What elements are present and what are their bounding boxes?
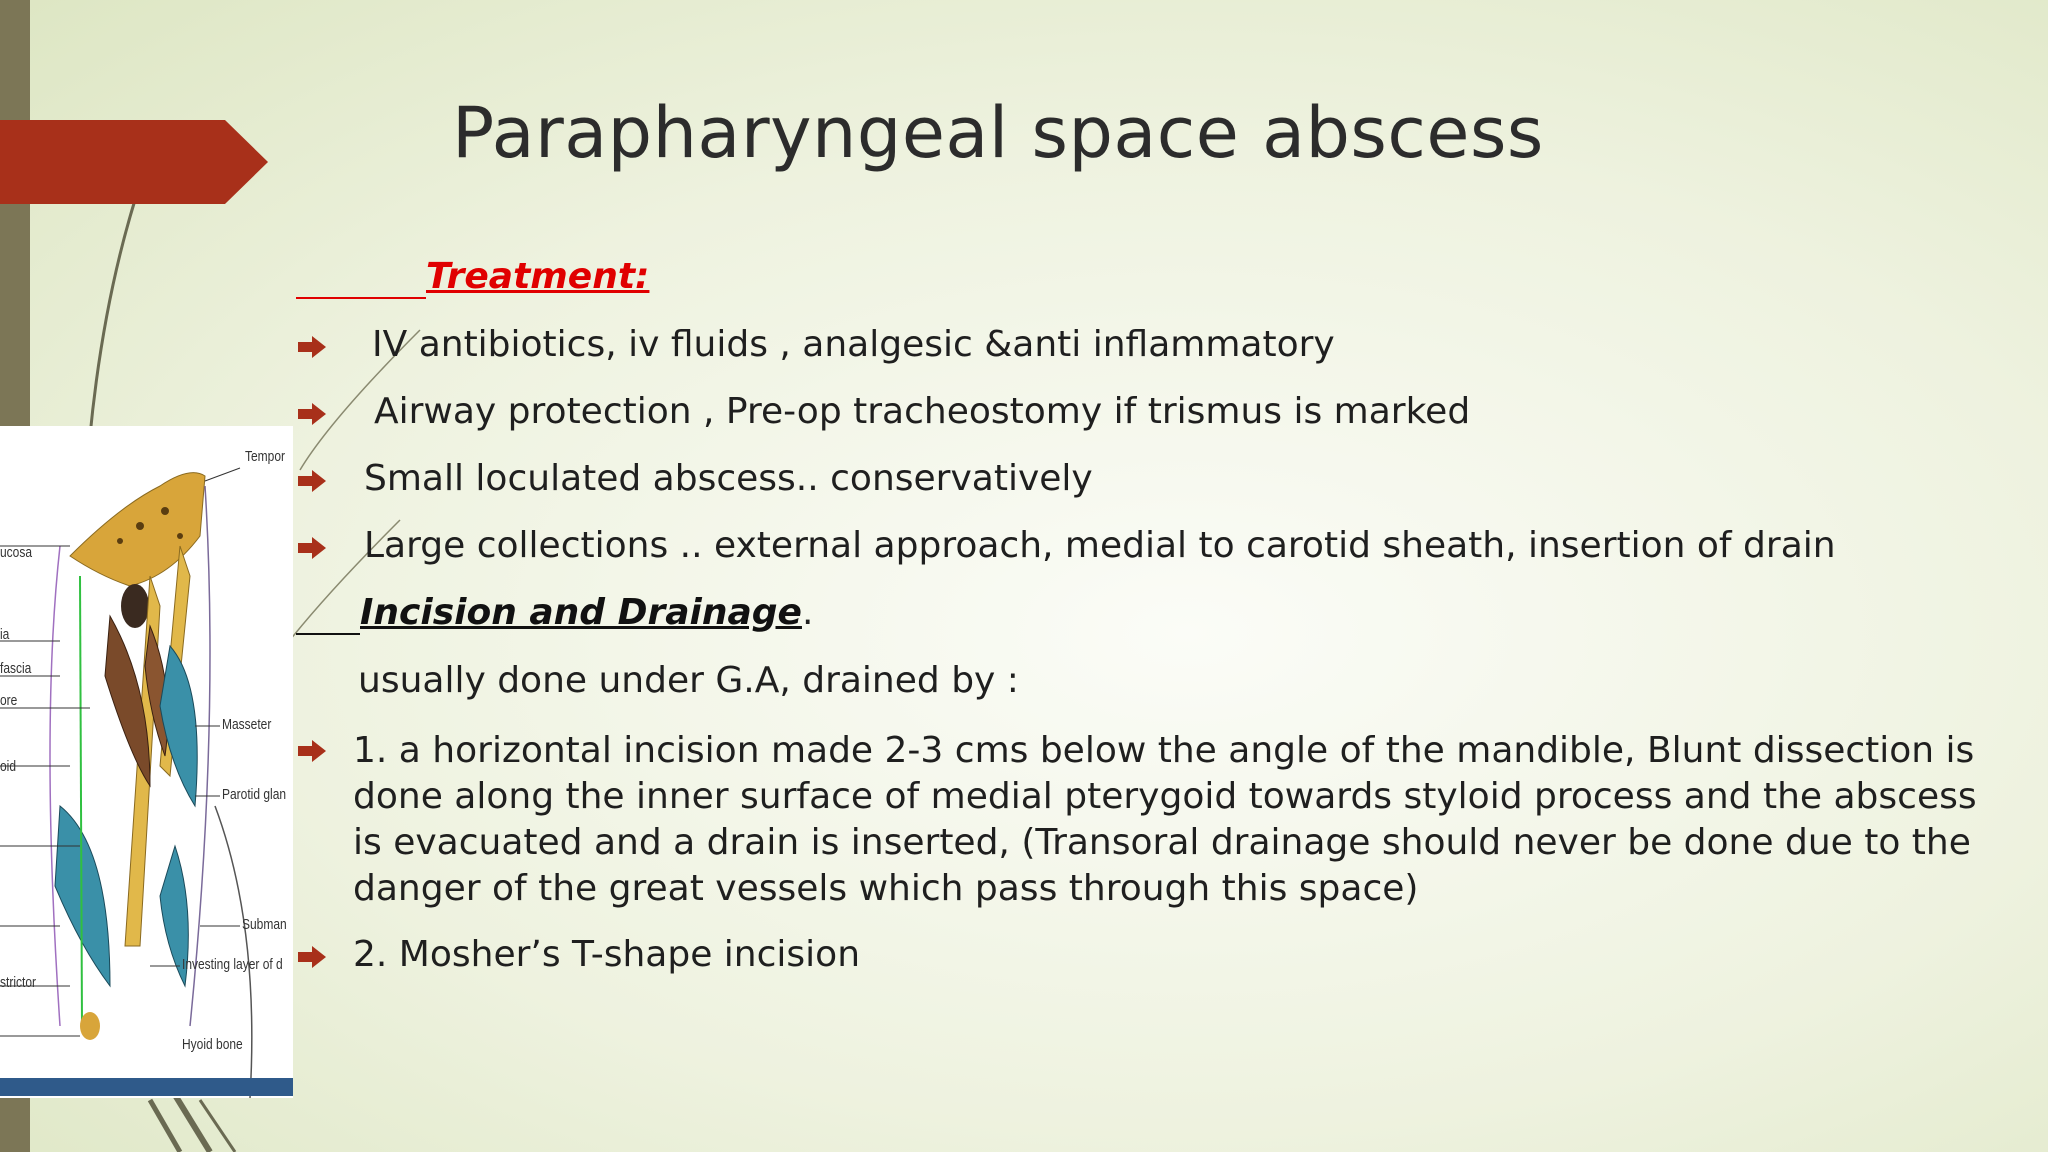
label-fascia: fascia xyxy=(0,660,32,677)
treatment-heading xyxy=(426,256,649,297)
label-oid: oid xyxy=(0,758,17,775)
label-investing-layer: Investing layer of d xyxy=(182,956,283,973)
treatment-heading-text: Treatment: xyxy=(426,256,650,297)
arrow-bullet-icon xyxy=(298,946,326,968)
treatment-bullet-3: Small loculated abscess.. conservatively xyxy=(364,458,1093,499)
arrow-bullet-icon xyxy=(298,336,326,358)
label-parotid: Parotid glan xyxy=(222,786,287,803)
treatment-bullet-1: IV antibiotics, iv fluids , analgesic &anti inflammatory xyxy=(372,324,1335,365)
label-mucosa: ucosa xyxy=(0,544,33,561)
incision-heading-suffix: . xyxy=(801,592,814,633)
incision-heading xyxy=(360,592,813,633)
arrow-bullet-icon xyxy=(298,403,326,425)
label-masseter: Masseter xyxy=(222,716,272,733)
arrow-bullet-icon xyxy=(298,537,326,559)
incision-bullet-2: 2. Mosher’s T-shape incision xyxy=(353,934,861,975)
incision-heading-rule xyxy=(296,633,360,635)
arrow-bullet-icon xyxy=(298,740,326,762)
label-temporalis: Tempor xyxy=(245,448,286,465)
arrow-bullet-icon xyxy=(298,470,326,492)
treatment-bullet-4: Large collections .. external approach, medial to carotid sheath, insertion of drain xyxy=(364,525,1836,566)
incision-intro: usually done under G.A, drained by : xyxy=(358,660,1019,701)
treatment-heading-rule xyxy=(296,297,426,299)
label-ia: ia xyxy=(0,626,10,643)
slide-title: Parapharyngeal space abscess xyxy=(452,92,1544,174)
label-ore: ore xyxy=(0,692,18,709)
label-hyoid-bone: Hyoid bone xyxy=(182,1036,243,1053)
treatment-bullet-2: Airway protection , Pre-op tracheostomy if trismus is marked xyxy=(374,391,1471,432)
label-submandibular: Subman xyxy=(242,916,287,933)
incision-heading-text: Incision and Drainage xyxy=(360,592,802,633)
label-constrictor: strictor xyxy=(0,974,36,991)
incision-bullet-1: 1. a horizontal incision made 2-3 cms below the angle of the mandible, Blunt dissection is done along the inner surface of medial pterygoid towards styloid process and the abscess is evacuated and a drain is inserted, (Transoral drainage should never be done due to the danger of the great vessels which pass through this space) xyxy=(353,730,1977,909)
